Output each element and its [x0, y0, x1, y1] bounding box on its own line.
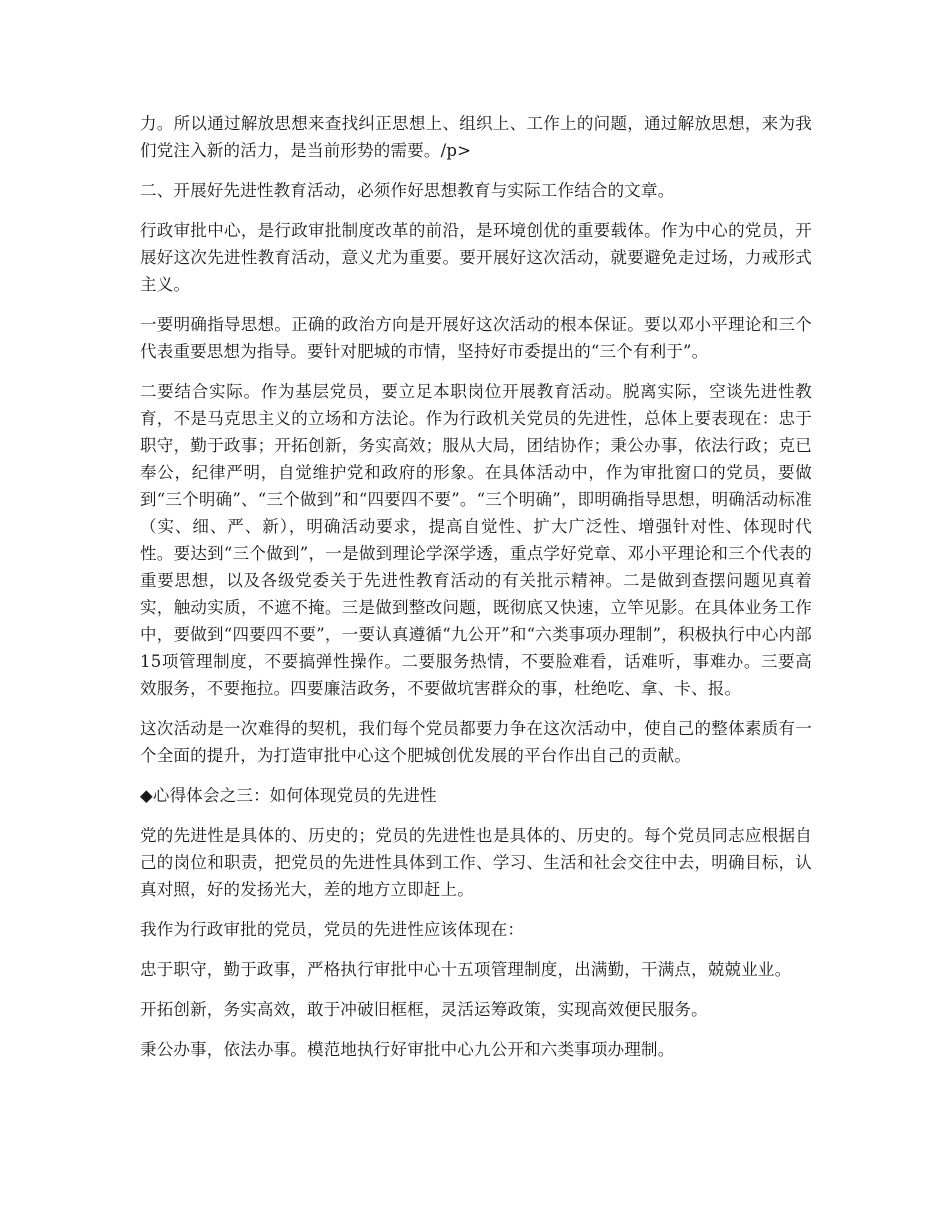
section-heading-7: ◆心得体会之三：如何体现党员的先进性 [140, 786, 437, 805]
paragraph-11: 开拓创新，务实高效，敢于冲破旧框框，灵活运筹政策，实现高效便民服务。 [140, 1000, 708, 1019]
paragraph-5: 二要结合实际。作为基层党员，要立足本职岗位开展教育活动。脱离实际，空谈先进性教育，不是马克思主义的立场和方法论。作为行政机关党员的先进性，总体上要表现在：忠于职守，勤于政事；开拓创新，务实高效；服从大局，团结协作；秉公办事，依法行政；克已奉公，纪律严明，自觉维护党和政府的形象。在具体活动中，作为审批窗口的党员，要做到“三个明确”、“三个做到”和“四要四不要”。“三个明确”，即明确指导思想，明确活动标准（实、细、严、新），明确活动要求，提高自觉性、扩大广泛性、增强针对性、体现时代性。要达到“三个做到”，一是做到理论学深学透，重点学好党章、邓小平理论和三个代表的重要思想，以及各级党委关于先进性教育活动的有关批示精神。二是做到查摆问题见真着实，触动实质，不遮不掩。三是做到整改问题，既彻底又快速，立竿见影。在具体业务工作中，要做到“四要四不要”，一要认真遵循“九公开”和“六类事项办理制”，积极执行中心内部15项管理制度，不要搞弹性操作。二要服务热情，不要脸难看，话难听，事难办。三要高效服务，不要拖拉。四要廉洁政务，不要做坑害群众的事，杜绝吃、拿、卡、报。 [140, 382, 812, 698]
paragraph-4: 一要明确指导思想。正确的政治方向是开展好这次活动的根本保证。要以邓小平理论和三个代表重要思想为指导。要针对肥城的市情，坚持好市委提出的“三个有利于”。 [140, 315, 812, 361]
paragraph-8: 党的先进性是具体的、历史的；党员的先进性也是具体的、历史的。每个党员同志应根据自己的岗位和职责，把党员的先进性具体到工作、学习、生活和社会交往中去，明确目标，认真对照，好的发扬光大，差的地方立即赶上。 [140, 826, 812, 899]
paragraph-1: 力。所以通过解放思想来查找纠正思想上、组织上、工作上的问题，通过解放思想，来为我们党注入新的活力，是当前形势的需要。/p> [140, 114, 812, 160]
paragraph-10: 忠于职守，勤于政事，严格执行审批中心十五项管理制度，出满勤，干满点，兢兢业业。 [140, 960, 792, 979]
paragraph-3: 行政审批中心，是行政审批制度改革的前沿，是环境创优的重要载体。作为中心的党员，开展好这次先进性教育活动，意义尤为重要。要开展好这次活动，就要避免走过场，力戒形式主义。 [140, 221, 812, 294]
document-body [140, 110, 812, 1076]
section-heading-2: 二、开展好先进性教育活动，必须作好思想教育与实际工作结合的文章。 [140, 181, 675, 200]
paragraph-6: 这次活动是一次难得的契机，我们每个党员都要力争在这次活动中，使自己的整体素质有一个全面的提升，为打造审批中心这个肥城创优发展的平台作出自己的贡献。 [140, 719, 812, 765]
paragraph-12: 秉公办事，依法办事。模范地执行好审批中心九公开和六类事项办理制。 [140, 1040, 675, 1059]
paragraph-9: 我作为行政审批的党员，党员的先进性应该体现在： [140, 920, 525, 939]
